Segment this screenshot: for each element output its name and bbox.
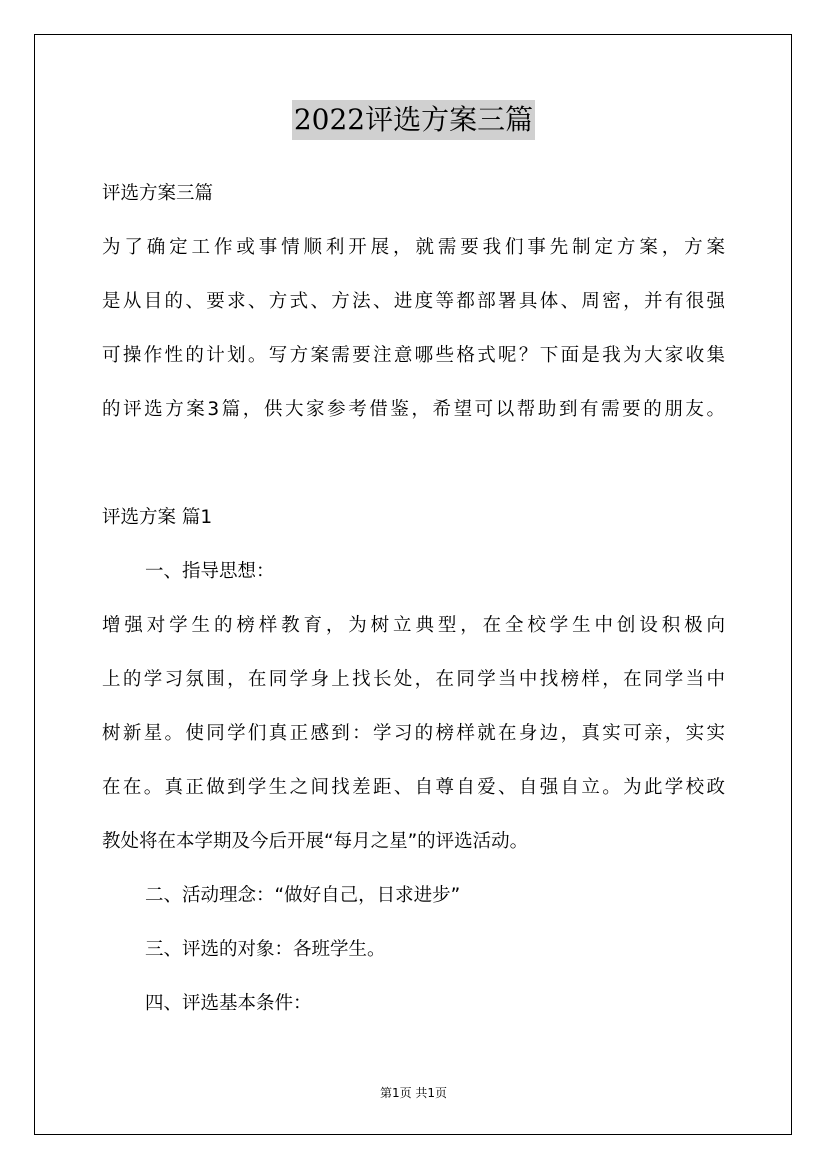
guide-heading: 一、指导思想：	[145, 561, 275, 582]
guide-line-1: 增强对学生的榜样教育，为树立典型，在全校学生中创设积极向	[102, 615, 725, 636]
guide-line-5: 教处将在本学期及今后开展“每月之星”的评选活动。	[102, 831, 529, 852]
guide-line-4: 在在。真正做到学生之间找差距、自尊自爱、自强自立。为此学校政	[102, 777, 725, 798]
intro-line-4: 的评选方案3篇，供大家参考借鉴，希望可以帮助到有需要的朋友。	[102, 399, 725, 420]
document-subtitle: 评选方案三篇	[102, 183, 214, 204]
activity-concept: 二、活动理念：“做好自己，日求进步”	[145, 885, 461, 906]
basic-conditions: 四、评选基本条件：	[145, 993, 312, 1014]
page-footer: 第1页 共1页	[379, 1086, 448, 1100]
document-title: 2022评选方案三篇	[292, 100, 535, 140]
guide-line-2: 上的学习氛围，在同学身上找长处，在同学当中找榜样，在同学当中	[102, 669, 725, 690]
intro-line-1: 为了确定工作或事情顺利开展，就需要我们事先制定方案，方案	[102, 237, 725, 258]
intro-line-3: 可操作性的计划。写方案需要注意哪些格式呢？下面是我为大家收集	[102, 345, 725, 366]
selection-target: 三、评选的对象：各班学生。	[145, 939, 386, 960]
document-title-wrapper	[0, 100, 827, 140]
guide-line-3: 树新星。使同学们真正感到：学习的榜样就在身边，真实可亲，实实	[102, 723, 725, 744]
intro-line-2: 是从目的、要求、方式、方法、进度等都部署具体、周密，并有很强	[102, 291, 725, 312]
section-heading: 评选方案 篇1	[102, 507, 213, 528]
